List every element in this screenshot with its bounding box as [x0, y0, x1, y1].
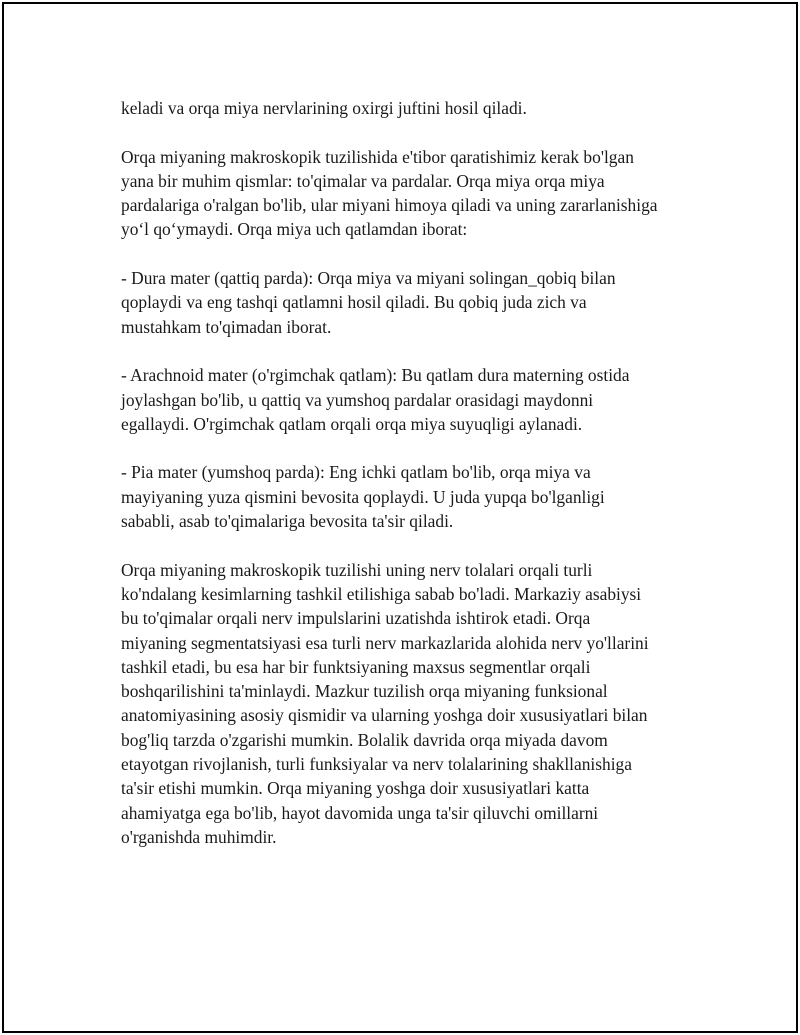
- page-frame: [2, 2, 798, 1033]
- paragraph-continuation: keladi va orqa miya nervlarining oxirgi juftini hosil qiladi.: [121, 98, 527, 118]
- paragraph-conclusion: Orqa miyaning makroskopik tuzilishi uning nerv tolalari orqali turli ko'ndalang kesimlarning tashkil etilishiga sabab bo'ladi. Markaziy asabiysi bu to'qimalar orqali nerv impulslarini uzatishda ishtirok etadi. Orqa miyaning segmentatsiyasi esa turli nerv markazlarida alohida nerv yo'llarini tashkil etadi, bu esa har bir funktsiyaning maxsus segmentlar orqali boshqarilishini ta'minlaydi. Mazkur tuzilish orqa miyaning funksional anatomiyasining asosiy qismidir va ularning yoshga doir xususiyatlari bilan bog'liq tarzda o'zgarishi mumkin. Bolalik davrida orqa miyada davom etayotgan rivojlanish, turli funksiyalar va nerv tolalarining shakllanishiga ta'sir etishi mumkin. Orqa miyaning yoshga doir xususiyatlari katta ahamiyatga ega bo'lib, hayot davomida unga ta'sir qiluvchi omillarni o'rganishda muhimdir.: [121, 559, 649, 847]
- document-body: [121, 96, 706, 849]
- list-item-pia-mater: - Pia mater (yumshoq parda): Eng ichki qatlam bo'lib, orqa miya va mayiyaning yuza qismini bevosita qoplaydi. U juda yupqa bo'lganligi sababli, asab to'qimalariga bevosita ta'sir qiladi.: [121, 462, 605, 532]
- paragraph-intro-membranes: Orqa miyaning makroskopik tuzilishida e'tibor qaratishimiz kerak bo'lgan yana bir muhim qismlar: to'qimalar va pardalar. Orqa miya orqa miya pardalariga o'ralgan bo'lib, ular miyani himoya qiladi va uning zararlanishiga yo‘l qo‘ymaydi. Orqa miya uch qatlamdan iborat:: [121, 146, 658, 240]
- list-item-dura-mater: - Dura mater (qattiq parda): Orqa miya va miyani solingan_qobiq bilan qoplaydi va eng tashqi qatlamni hosil qiladi. Bu qobiq juda zich va mustahkam to'qimadan iborat.: [121, 268, 616, 337]
- list-item-arachnoid-mater: - Arachnoid mater (o'rgimchak qatlam): Bu qatlam dura materning ostida joylashgan bo'lib, u qattiq va yumshoq pardalar orasidagi maydonni egallaydi. O'rgimchak qatlam orqali orqa miya suyuqligi aylanadi.: [121, 365, 630, 434]
